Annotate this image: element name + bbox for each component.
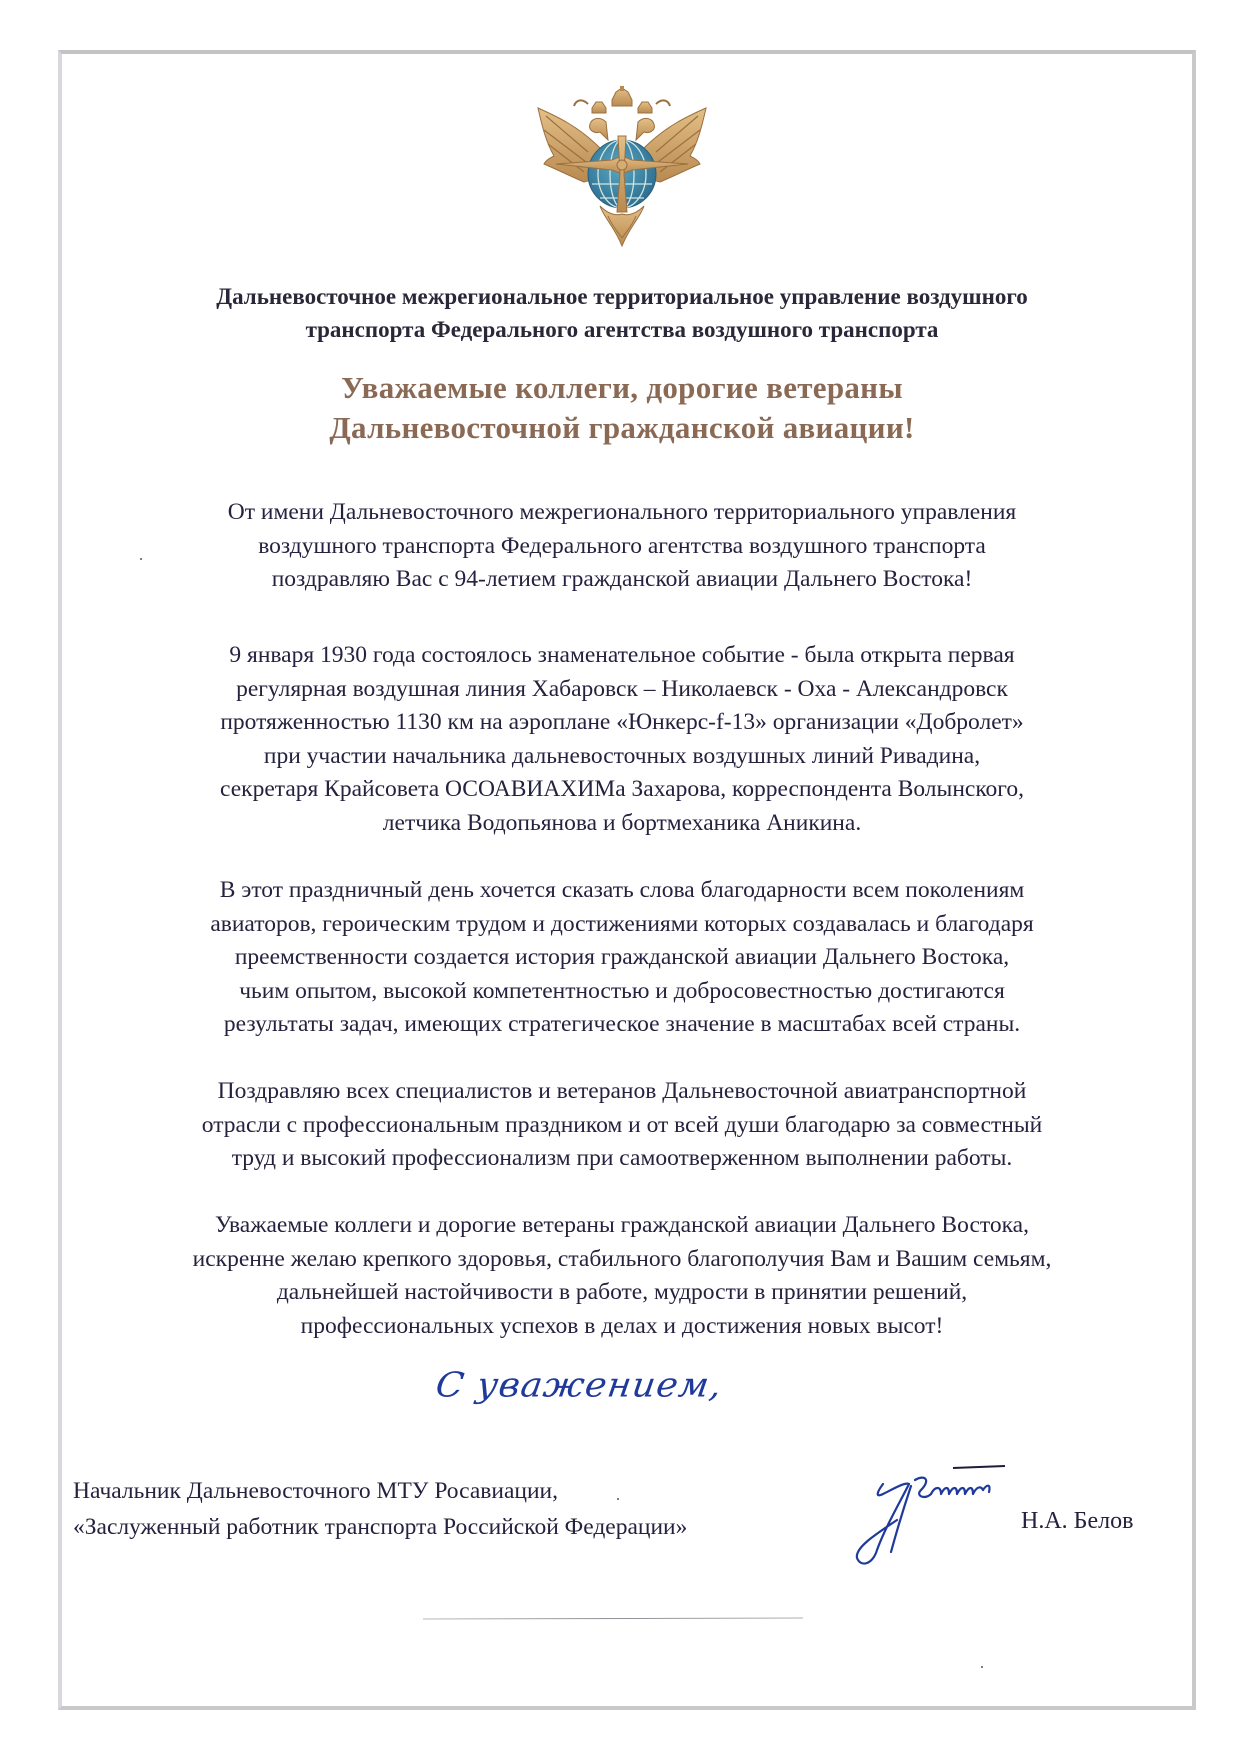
paragraph-line: воздушного транспорта Федерального агентства воздушного транспорта	[258, 532, 986, 559]
paragraph-line: Поздравляю всех специалистов и ветеранов Дальневосточной авиатранспортной	[217, 1078, 1027, 1104]
paragraph-line: От имени Дальневосточного межрегионального территориального управления	[227, 499, 1017, 525]
greeting-line: Уважаемые коллеги, дорогие ветераны	[341, 370, 903, 405]
signatory-title	[73, 1473, 687, 1545]
paragraph-line: отрасли с профессиональным праздником и от всей души благодарю за совместный	[201, 1111, 1043, 1138]
paragraph-line: секретаря Крайсовета ОСОАВИАХИМа Захарова, корреспондента Волынского,	[220, 776, 1024, 802]
paragraph-professional-holiday	[70, 1075, 1174, 1176]
paragraph-line: авиаторов, героическим трудом и достижениями которых создавалась и благодаря	[210, 910, 1034, 937]
paragraph-line: дальнейшей настойчивости в работе, мудрости в принятии решений,	[276, 1279, 968, 1305]
paragraph-line: профессиональных успехов в делах и достижения новых высот!	[300, 1312, 944, 1339]
paragraph-line: летчика Водопьянова и бортмеханика Аникина.	[382, 809, 862, 836]
paragraph-line: В этот праздничный день хочется сказать слова благодарности всем поколениям	[219, 877, 1025, 903]
paragraph-line: Уважаемые коллеги и дорогие ветераны гражданской авиации Дальнего Востока,	[215, 1212, 1029, 1238]
scan-speck	[617, 1498, 619, 1500]
scan-speck	[981, 1666, 983, 1668]
paragraph-wishes	[70, 1209, 1174, 1343]
paragraph-congratulation	[70, 496, 1174, 597]
org-line: Дальневосточное межрегиональное территориальное управление воздушного	[216, 284, 1028, 309]
paragraph-line: регулярная воздушная линия Хабаровск – Николаевск - Оха - Александровск	[236, 675, 1008, 702]
paragraph-line: поздравляю Вас с 94-летием гражданской авиации Дальнего Востока!	[271, 566, 973, 592]
paragraph-gratitude	[70, 874, 1174, 1042]
paragraph-line: преемственности создается история гражданской авиации Дальнего Востока,	[234, 944, 1010, 970]
paragraph-line: труд и высокий профессионализм при самоотверженном выполнении работы.	[231, 1145, 1013, 1171]
greeting-line: Дальневосточной гражданской авиации!	[329, 410, 915, 445]
paragraph-history	[70, 639, 1174, 840]
handwritten-closing-text: С уважением,	[433, 1366, 725, 1405]
signatory-name: Н.А. Белов	[1021, 1508, 1134, 1534]
paragraph-line: протяженностью 1130 км на аэроплане «Юнкерс-f-13» организации «Добролет»	[220, 709, 1024, 735]
paragraph-line: при участии начальника дальневосточных воздушных линий Ривадина,	[263, 742, 981, 769]
paragraph-line: искренне желаю крепкого здоровья, стабильного благополучия Вам и Вашим семьям,	[192, 1245, 1052, 1272]
org-line: транспорта Федерального агентства воздушного транспорта	[305, 317, 939, 342]
organization-header	[70, 280, 1174, 346]
handwritten-signature-icon	[855, 1460, 1015, 1570]
handwritten-closing	[433, 1358, 736, 1428]
paragraph-line: чьим опытом, высокой компетентностью и добросовестностью достигаются	[239, 977, 1005, 1004]
rosaviatsiya-emblem-icon	[528, 86, 716, 248]
paragraph-line: 9 января 1930 года состоялось знаменательное событие - была открыта первая	[229, 642, 1015, 668]
signatory-title-line: «Заслуженный работник транспорта Российской Федерации»	[73, 1514, 688, 1540]
paragraph-line: результаты задач, имеющих стратегическое значение в масштабах всей страны.	[223, 1011, 1021, 1037]
scan-speck	[140, 558, 142, 560]
greeting-heading	[70, 368, 1174, 448]
signatory-title-line: Начальник Дальневосточного МТУ Росавиации,	[73, 1478, 558, 1504]
